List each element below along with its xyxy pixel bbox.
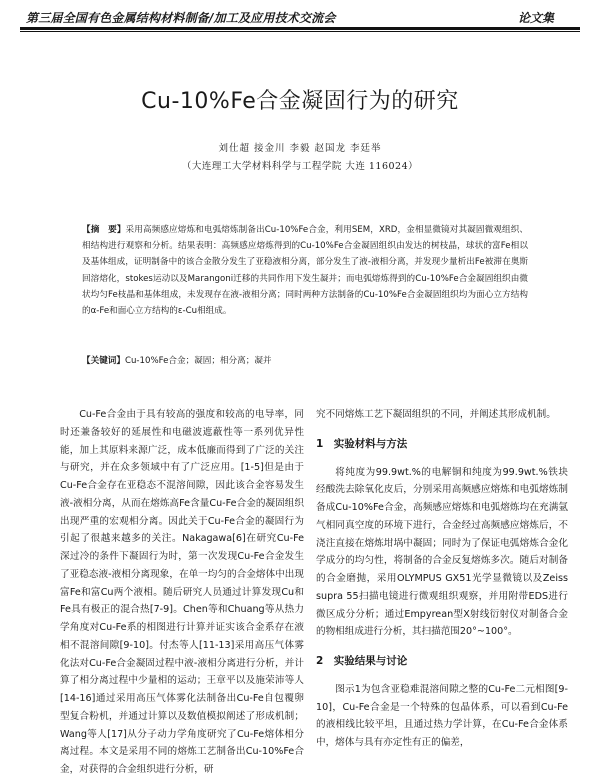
section-1-text: 将纯度为99.9wt.%的电解铜和纯度为99.9wt.%铁块经酸洗去除氧化皮后，分别采用高频感应熔炼和电弧熔炼制备成Cu-10%Fe合金，高频感应熔炼和电弧熔炼均在充满氩气相同真空度的环境下进行，合金经过高频感应熔炼后，不浇注直接在熔炼坩埚中凝固；同时为了保证电弧熔炼合金化学成分的均匀性，将制备的合金反复熔炼多次。随后对制备的合金磨抛，采用OLYMPUS GX51光学显微镜以及Zeiss supra 55扫描电镜进行微观组织观察，并用附带EDS进行微区成分分析；通过Empyrean型X射线衍射仪对制备合金的物相组成进行分析，其扫描范围20°~100°。 [316,466,568,638]
keywords-label: 【关键词】 [82,356,125,366]
header-rule-thin [20,31,580,32]
abstract-label: 【摘 要】 [82,225,126,235]
section-2-heading: 2 实验结果与讨论 [316,655,408,667]
keywords [82,353,528,369]
intro-continuation: 究不同熔炼工艺下凝固组织的不同，并阐述其形成机制。 [316,409,556,420]
affiliation: （大连理工大学材料科学与工程学院 大连 116024） [181,161,419,172]
abstract-text: 采用高频感应熔炼和电弧熔炼制备出Cu-10%Fe合金，利用SEM，XRD，金相显微镜对其凝固微观组织、相结构进行观察和分析。结果表明：高频感应熔炼得到的Cu-10%Fe合金凝固组织由发达的树枝晶，球状的富Fe相以及基体组成，证明制备中的该合金散分发生了亚稳液相分离，部分发生了液-液相分离，并发现少量析出Fe被滞在奥斯回溶熔化，stokes运动以及Marangoni迁移的共同作用下发生凝并；而电弧熔炼得到的Cu-10%Fe合金凝固组织由微状均匀Fe枝晶和基体组成，未发现存在液-液相分离；同时两种方法制备的Cu-10%Fe合金凝固组织均为面心立方结构的α-Fe和面心立方结构的ε-Cu相组成。 [82,225,528,317]
section-1-heading: 1 实验材料与方法 [316,437,408,450]
left-column [60,406,304,779]
intro-paragraph: Cu-Fe合金由于具有较高的强度和较高的电导率，同时还兼备较好的延展性和电磁波遮蔽性等一系列优异性能，加上其原料来源广泛，成本低廉而得到了广泛的关注与研究，并在众多领域中有了广泛应用。[1-5]但是由于Cu-Fe合金存在亚稳态不混溶间隙，因此该合金容易发生液-液相分离，从而在熔炼高Fe含量Cu-Fe合金的凝固组织出现严重的宏观相分离。因此关于Cu-Fe合金的凝固行为引起了很越来越多的关注。Nakagawa[6]在研究Cu-Fe深过冷的条件下凝固行为时，第一次发现Cu-Fe合金发生了亚稳态液-液相分离现象，在单一均匀的合金熔体中出现富Fe和富Cu两个液相。随后研究人员通过计算发现Cu和Fe具有极正的混合热[7-9]。Chen等和Chuang等从热力学角度对Cu-Fe系的相图进行计算并证实该合金系存在液相不混溶间隙[9-10]。付杰等人[11-13]采用高压气体雾化法对Cu-Fe合金凝固过程中液-液相分离进行分析，并计算了相分离过程中少量相的运动；王章平以及施荣沛等人[14-16]通过采用高压气体雾化法制备出Cu-Fe自包覆卵型复合粉机，并通过计算以及数值模拟阐述了形成机制；Wang等人[17]从分子动力学角度研究了Cu-Fe熔体相分离过程。本文是采用不同的熔炼工艺制备出Cu-10%Fe合金，对获得的合金组织进行分析，研 [60,409,304,775]
keywords-text: Cu-10%Fe合金；凝固；相分离；凝并 [124,356,272,366]
paper-title: Cu-10%Fe合金凝固行为的研究 [141,89,459,114]
right-column [316,406,568,752]
proceedings-label: 论文集 [517,11,554,25]
header-rule [20,27,580,30]
abstract [82,222,528,319]
section-2-text: 图示1为包含亚稳难混溶间隙之整的Cu-Fe二元相图[9-10]，Cu-Fe合金是一个特殊的包晶体系，可以看到Cu-Fe的液相线比较平坦，且通过热力学计算，在Cu-Fe合金体系中，熔体与具有亦定性有正的偏差， [316,683,568,748]
conference-name: 第三届全国有色金属结构材料制备/加工及应用技术交流会 [26,11,336,25]
authors: 刘仕超 接金川 李毅 赵国龙 李廷举 [218,143,382,154]
running-header [0,0,600,34]
